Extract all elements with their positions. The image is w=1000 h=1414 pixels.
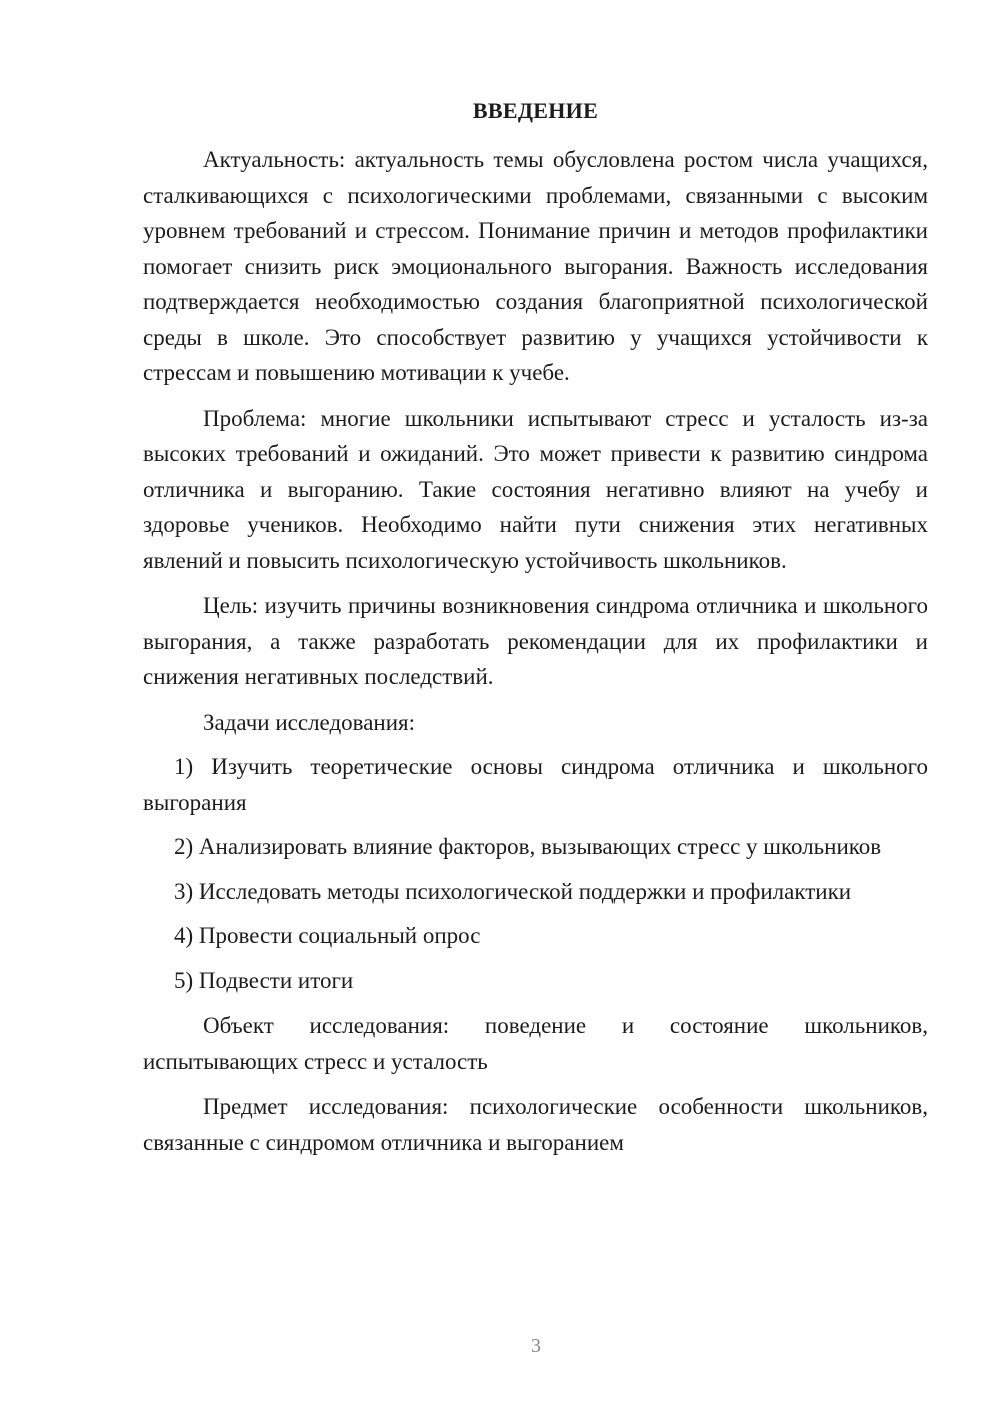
tasks-heading: Задачи исследования: (203, 709, 416, 735)
problem-paragraph: Проблема: многие школьники испытывают стресс и усталость из-за высоких требований и ожиданий. Это может привести к развитию синдрома отличника и выгоранию. Такие состояния негативно влияют на учебу и здоровье учеников. Необходимо найти пути снижения этих негативных явлений и повысить психологическую устойчивость школьников. (143, 405, 928, 573)
goal-paragraph: Цель: изучить причины возникновения синдрома отличника и школьного выгорания, а также разработать рекомендации для их профилактики и снижения негативных последствий. (143, 593, 928, 689)
task-item: 4) Провести социальный опрос (174, 923, 481, 948)
tasks-list (143, 749, 928, 998)
document-body (143, 142, 928, 1170)
page-number: 3 (531, 1335, 541, 1357)
task-item: 1) Изучить теоретические основы синдрома отличника и школьного выгорания (143, 754, 928, 815)
task-item: 3) Исследовать методы психологической поддержки и профилактики (174, 878, 852, 904)
subject-paragraph: Предмет исследования: психологические особенности школьников, связанные с синдромом отличника и выгоранием (143, 1094, 928, 1155)
object-paragraph: Объект исследования: поведение и состояние школьников, испытывающих стресс и усталость (143, 1013, 928, 1074)
relevance-paragraph: Актуальность: актуальность темы обусловлена ростом числа учащихся, сталкивающихся с психологическими проблемами, связанными с высоким уровнем требований и стрессом. Понимание причин и методов профилактики помогает снизить риск эмоционального выгорания. Важность исследования подтверждается необходимостью создания благоприятной психологической среды в школе. Это способствует развитию у учащихся устойчивости к стрессам и повышению мотивации к учебе. (143, 147, 928, 385)
task-item: 2) Анализировать влияние факторов, вызывающих стресс у школьников (174, 834, 882, 859)
page-title: ВВЕДЕНИЕ (472, 98, 599, 123)
task-item: 5) Подвести итоги (174, 967, 354, 993)
